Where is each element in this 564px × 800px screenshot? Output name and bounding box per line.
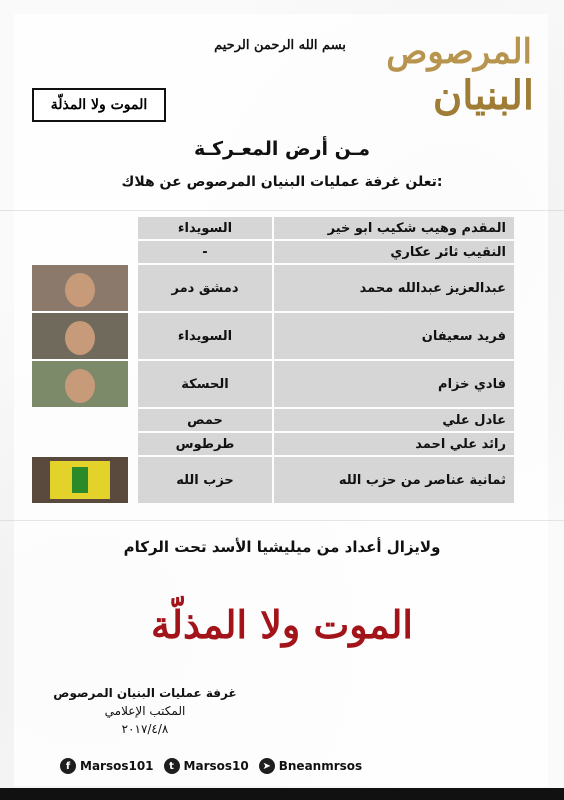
portrait-photo <box>32 265 128 311</box>
facebook-icon: f <box>60 758 76 774</box>
table-row <box>32 241 514 263</box>
telegram-icon: ➤ <box>259 758 275 774</box>
portrait-photo <box>32 313 128 359</box>
name-cell: فريد سعيفان <box>274 313 514 359</box>
place-cell: الحسكة <box>138 361 272 407</box>
table-row <box>32 409 514 431</box>
place-cell: - <box>138 241 272 263</box>
big-slogan: الموت ولا المذلّة <box>151 602 413 647</box>
social-handle: Marsos10 <box>183 759 249 773</box>
name-cell: المقدم وهيب شكيب ابو خير <box>274 217 514 239</box>
social-bar <box>60 755 380 777</box>
name-cell: ثمانية عناصر من حزب الله <box>274 457 514 503</box>
place-cell: السويداء <box>138 313 272 359</box>
logo-text-top: المرصوص <box>386 32 532 72</box>
social-twitter[interactable] <box>164 758 249 774</box>
decorative-pattern <box>0 210 564 211</box>
social-handle: Bneanmrsos <box>278 759 363 773</box>
footer-statement: ولايزال أعداد من ميليشيا الأسد تحت الركام <box>123 538 441 556</box>
table-row <box>32 361 514 407</box>
subheadline: تعلن غرفة عمليات البنيان المرصوص عن هلاك: <box>121 174 443 190</box>
table-row <box>32 217 514 239</box>
table-row <box>32 433 514 455</box>
signature-date: ٢٠١٧/٤/٨ <box>121 722 169 736</box>
place-cell: حمص <box>138 409 272 431</box>
logo-text-bottom: البنيان <box>432 72 534 119</box>
table-row <box>32 457 514 503</box>
name-cell: عبدالعزيز عبدالله محمد <box>274 265 514 311</box>
casualty-table <box>32 217 514 505</box>
signature-org: غرفة عمليات البنيان المرصوص <box>53 686 237 700</box>
name-cell: عادل علي <box>274 409 514 431</box>
basmala: بسم الله الرحمن الرحيم <box>214 38 346 53</box>
place-cell: السويداء <box>138 217 272 239</box>
place-cell: دمشق دمر <box>138 265 272 311</box>
signature-office: المكتب الإعلامي <box>104 704 186 718</box>
place-cell: حزب الله <box>138 457 272 503</box>
social-handle: Marsos101 <box>80 759 154 773</box>
photo-cell <box>32 361 128 407</box>
brand-logo <box>352 14 542 126</box>
name-cell: النقيب ثائر عكاري <box>274 241 514 263</box>
photo-cell <box>32 313 128 359</box>
table-row <box>32 313 514 359</box>
photo-cell <box>32 457 128 503</box>
headline: مـن أرض المعـركـة <box>193 138 371 160</box>
name-cell: فادي خزام <box>274 361 514 407</box>
table-row <box>32 265 514 311</box>
name-cell: رائد علي احمد <box>274 433 514 455</box>
motto-badge: الموت ولا المذلّة <box>32 88 166 122</box>
decorative-pattern <box>0 520 564 521</box>
portrait-photo <box>32 361 128 407</box>
flag-photo <box>32 457 128 503</box>
twitter-icon: t <box>164 758 180 774</box>
social-facebook[interactable] <box>60 758 154 774</box>
social-telegram[interactable] <box>259 758 362 774</box>
place-cell: طرطوس <box>138 433 272 455</box>
photo-cell <box>32 265 128 311</box>
bottom-strip <box>0 788 564 800</box>
